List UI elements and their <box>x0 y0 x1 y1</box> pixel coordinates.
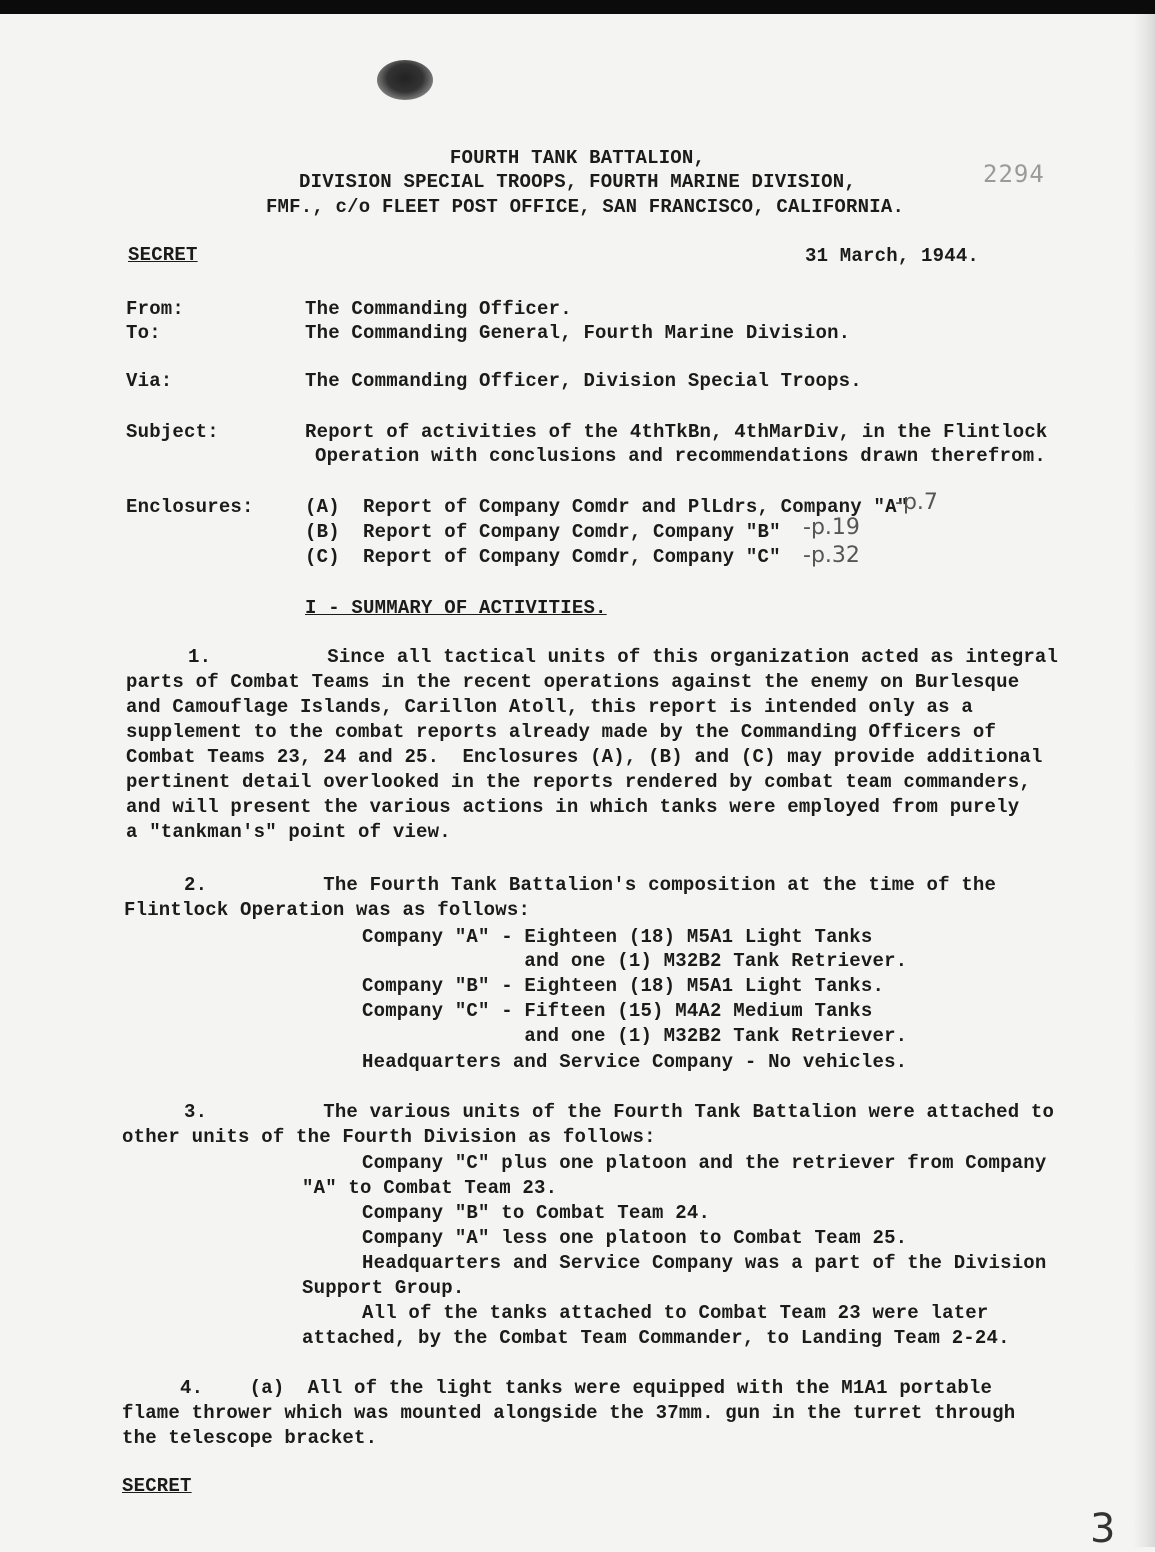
paragraph-2-line: 2. The Fourth Tank Battalion's composition at the time of the <box>184 874 997 896</box>
enclosure-c: (C) Report of Company Comdr, Company "C" <box>305 546 781 568</box>
attachment-line: All of the tanks attached to Combat Team 23 were later <box>362 1302 989 1324</box>
to-value: The Commanding General, Fourth Marine Division. <box>305 322 851 344</box>
via-value: The Commanding Officer, Division Special Troops. <box>305 370 862 392</box>
paragraph-4-line: the telescope bracket. <box>122 1427 378 1449</box>
paragraph-3-line: other units of the Fourth Division as follows: <box>122 1126 656 1148</box>
enclosures-label: Enclosures: <box>126 496 254 518</box>
enclosure-b-page-note: -p.19 <box>803 515 860 540</box>
paragraph-2-line: Flintlock Operation was as follows: <box>124 899 531 921</box>
enclosure-c-page-note: -p.32 <box>803 543 860 568</box>
enclosure-a-page-note: -p.7 <box>895 490 938 515</box>
paragraph-1-line: 1. Since all tactical units of this organization acted as integral <box>188 646 1059 668</box>
paragraph-1-line: parts of Combat Teams in the recent operations against the enemy on Burlesque <box>126 671 1020 693</box>
via-label: Via: <box>126 370 173 392</box>
paragraph-1-line: Combat Teams 23, 24 and 25. Enclosures (A), (B) and (C) may provide additional <box>126 746 1043 768</box>
header-line-3: FMF., c/o FLEET POST OFFICE, SAN FRANCISCO, CALIFORNIA. <box>265 196 905 218</box>
paragraph-4-line: flame thrower which was mounted alongside the 37mm. gun in the turret through <box>122 1402 1016 1424</box>
from-label: From: <box>126 298 185 320</box>
archive-stamp-number: 2294 <box>983 160 1045 188</box>
composition-line: and one (1) M32B2 Tank Retriever. <box>362 1025 908 1047</box>
punch-hole <box>377 60 433 100</box>
attachment-line: Company "B" to Combat Team 24. <box>362 1202 711 1224</box>
composition-line: Headquarters and Service Company - No vehicles. <box>362 1051 908 1073</box>
attachment-line: Company "A" less one platoon to Combat Team 25. <box>362 1227 908 1249</box>
scan-right-edge <box>1133 14 1155 1547</box>
paragraph-1-line: and Camouflage Islands, Carillon Atoll, this report is intended only as a <box>126 696 973 718</box>
header-line-2: DIVISION SPECIAL TROOPS, FOURTH MARINE DIVISION, <box>299 171 856 193</box>
page-number: 3 <box>1090 1506 1116 1552</box>
composition-line: Company "C" - Fifteen (15) M4A2 Medium Tanks <box>362 1000 873 1022</box>
attachment-line: "A" to Combat Team 23. <box>302 1177 558 1199</box>
subject-label: Subject: <box>126 421 219 443</box>
composition-line: Company "A" - Eighteen (18) M5A1 Light Tanks <box>362 926 873 948</box>
from-value: The Commanding Officer. <box>305 298 572 320</box>
attachment-line: Headquarters and Service Company was a part of the Division <box>362 1252 1047 1274</box>
attachment-line: Support Group. <box>302 1277 465 1299</box>
composition-line: Company "B" - Eighteen (18) M5A1 Light Tanks. <box>362 975 885 997</box>
memo-date: 31 March, 1944. <box>805 245 980 267</box>
paragraph-4-line: 4. (a) All of the light tanks were equipped with the M1A1 portable <box>180 1377 993 1399</box>
subject-line-1: Report of activities of the 4thTkBn, 4thMarDiv, in the Flintlock <box>305 421 1048 443</box>
classification-bottom: SECRET <box>122 1475 192 1497</box>
paragraph-3-line: 3. The various units of the Fourth Tank Battalion were attached to <box>184 1101 1055 1123</box>
enclosure-a: (A) Report of Company Comdr and PlLdrs, Company "A" <box>305 496 909 518</box>
attachment-line: Company "C" plus one platoon and the retriever from Company <box>362 1152 1047 1174</box>
paragraph-1-line: supplement to the combat reports already made by the Commanding Officers of <box>126 721 997 743</box>
classification-top: SECRET <box>128 244 198 266</box>
to-label: To: <box>126 322 161 344</box>
section-heading: I - SUMMARY OF ACTIVITIES. <box>305 597 607 619</box>
header-line-1: FOURTH TANK BATTALION, <box>449 147 706 169</box>
attachment-line: attached, by the Combat Team Commander, to Landing Team 2-24. <box>302 1327 1010 1349</box>
paragraph-1-line: pertinent detail overlooked in the reports rendered by combat team commanders, <box>126 771 1031 793</box>
paragraph-1-line: and will present the various actions in which tanks were employed from purely <box>126 796 1020 818</box>
enclosure-b: (B) Report of Company Comdr, Company "B" <box>305 521 781 543</box>
subject-line-2: Operation with conclusions and recommendations drawn therefrom. <box>315 445 1046 467</box>
scan-top-border <box>0 0 1155 14</box>
paragraph-1-line: a "tankman's" point of view. <box>126 821 451 843</box>
composition-line: and one (1) M32B2 Tank Retriever. <box>362 950 908 972</box>
